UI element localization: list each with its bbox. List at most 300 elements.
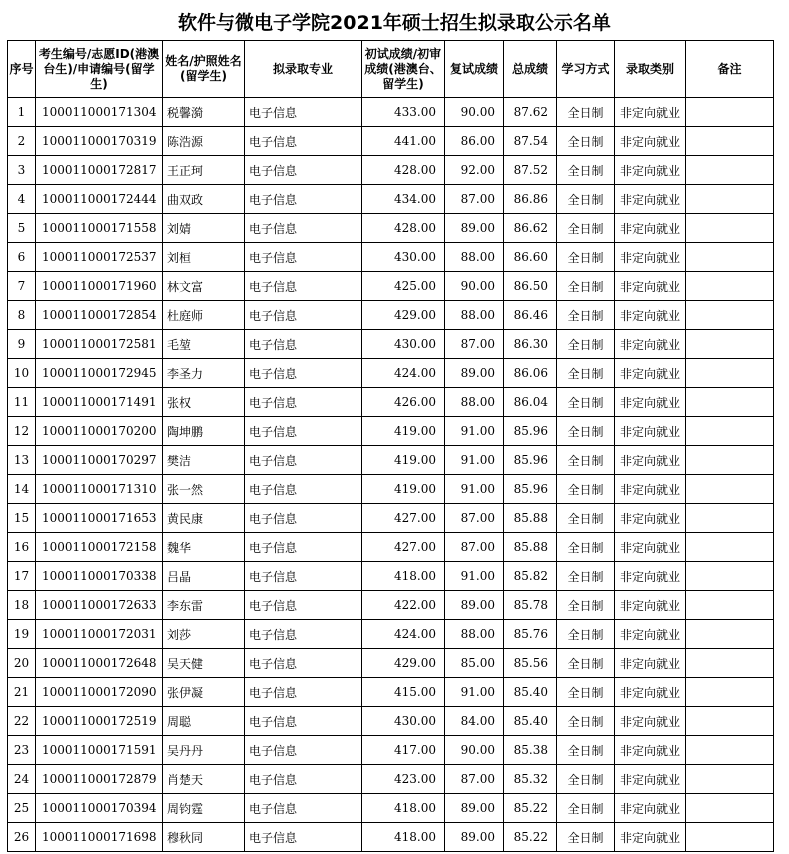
cell-total-score: 85.96 <box>504 446 557 475</box>
cell-remark <box>686 765 774 794</box>
cell-prelim-score: 424.00 <box>362 620 445 649</box>
cell-retest-score: 86.00 <box>445 127 504 156</box>
cell-retest-score: 91.00 <box>445 475 504 504</box>
cell-seq: 14 <box>8 475 36 504</box>
cell-major: 电子信息 <box>245 765 362 794</box>
cell-remark <box>686 98 774 127</box>
cell-total-score: 86.62 <box>504 214 557 243</box>
cell-remark <box>686 330 774 359</box>
cell-study-mode: 全日制 <box>557 707 615 736</box>
cell-candidate-id: 100011000171304 <box>36 98 163 127</box>
cell-retest-score: 87.00 <box>445 185 504 214</box>
table-row <box>8 707 774 736</box>
cell-study-mode: 全日制 <box>557 562 615 591</box>
cell-name: 穆秋同 <box>163 823 245 852</box>
header-study-mode: 学习方式 <box>557 41 615 98</box>
table-row <box>8 156 774 185</box>
cell-admission-category: 非定向就业 <box>615 823 686 852</box>
cell-prelim-score: 428.00 <box>362 156 445 185</box>
cell-name: 李圣力 <box>163 359 245 388</box>
cell-candidate-id: 100011000170394 <box>36 794 163 823</box>
table-row <box>8 272 774 301</box>
cell-admission-category: 非定向就业 <box>615 214 686 243</box>
document-title: 软件与微电子学院2021年硕士招生拟录取公示名单 <box>178 12 611 34</box>
cell-admission-category: 非定向就业 <box>615 707 686 736</box>
cell-admission-category: 非定向就业 <box>615 591 686 620</box>
cell-study-mode: 全日制 <box>557 475 615 504</box>
cell-retest-score: 91.00 <box>445 417 504 446</box>
header-prelim-score: 初试成绩/初审成绩(港澳台、留学生) <box>362 41 445 98</box>
header-total-score: 总成绩 <box>504 41 557 98</box>
cell-prelim-score: 415.00 <box>362 678 445 707</box>
cell-seq: 12 <box>8 417 36 446</box>
table-row <box>8 330 774 359</box>
cell-retest-score: 84.00 <box>445 707 504 736</box>
cell-total-score: 86.50 <box>504 272 557 301</box>
cell-major: 电子信息 <box>245 649 362 678</box>
cell-prelim-score: 418.00 <box>362 794 445 823</box>
cell-retest-score: 89.00 <box>445 214 504 243</box>
header-seq: 序号 <box>8 41 36 98</box>
cell-major: 电子信息 <box>245 620 362 649</box>
cell-remark <box>686 243 774 272</box>
cell-retest-score: 89.00 <box>445 794 504 823</box>
cell-total-score: 85.88 <box>504 504 557 533</box>
header-candidate-id: 考生编号/志愿ID(港澳台生)/申请编号(留学生) <box>36 41 163 98</box>
cell-retest-score: 88.00 <box>445 388 504 417</box>
cell-study-mode: 全日制 <box>557 765 615 794</box>
cell-seq: 5 <box>8 214 36 243</box>
cell-candidate-id: 100011000172537 <box>36 243 163 272</box>
table-body <box>8 98 774 852</box>
cell-admission-category: 非定向就业 <box>615 475 686 504</box>
cell-study-mode: 全日制 <box>557 620 615 649</box>
cell-name: 张权 <box>163 388 245 417</box>
cell-total-score: 85.76 <box>504 620 557 649</box>
cell-admission-category: 非定向就业 <box>615 127 686 156</box>
cell-retest-score: 90.00 <box>445 98 504 127</box>
table-row <box>8 823 774 852</box>
cell-candidate-id: 100011000172031 <box>36 620 163 649</box>
cell-admission-category: 非定向就业 <box>615 649 686 678</box>
cell-admission-category: 非定向就业 <box>615 533 686 562</box>
cell-remark <box>686 417 774 446</box>
cell-prelim-score: 429.00 <box>362 649 445 678</box>
cell-retest-score: 89.00 <box>445 591 504 620</box>
cell-remark <box>686 214 774 243</box>
cell-name: 吴天健 <box>163 649 245 678</box>
cell-seq: 19 <box>8 620 36 649</box>
cell-admission-category: 非定向就业 <box>615 272 686 301</box>
cell-seq: 23 <box>8 736 36 765</box>
cell-name: 张伊凝 <box>163 678 245 707</box>
cell-retest-score: 89.00 <box>445 823 504 852</box>
cell-admission-category: 非定向就业 <box>615 446 686 475</box>
table-row <box>8 765 774 794</box>
cell-prelim-score: 434.00 <box>362 185 445 214</box>
cell-prelim-score: 426.00 <box>362 388 445 417</box>
cell-admission-category: 非定向就业 <box>615 562 686 591</box>
cell-name: 李东雷 <box>163 591 245 620</box>
cell-total-score: 85.82 <box>504 562 557 591</box>
cell-name: 黄民康 <box>163 504 245 533</box>
cell-remark <box>686 533 774 562</box>
cell-major: 电子信息 <box>245 736 362 765</box>
cell-retest-score: 91.00 <box>445 562 504 591</box>
cell-study-mode: 全日制 <box>557 330 615 359</box>
cell-retest-score: 90.00 <box>445 736 504 765</box>
cell-retest-score: 88.00 <box>445 620 504 649</box>
cell-prelim-score: 429.00 <box>362 301 445 330</box>
cell-candidate-id: 100011000171491 <box>36 388 163 417</box>
cell-study-mode: 全日制 <box>557 127 615 156</box>
cell-remark <box>686 272 774 301</box>
cell-remark <box>686 388 774 417</box>
cell-candidate-id: 100011000171960 <box>36 272 163 301</box>
cell-admission-category: 非定向就业 <box>615 504 686 533</box>
cell-study-mode: 全日制 <box>557 98 615 127</box>
cell-study-mode: 全日制 <box>557 533 615 562</box>
cell-admission-category: 非定向就业 <box>615 388 686 417</box>
cell-prelim-score: 428.00 <box>362 214 445 243</box>
header-remark: 备注 <box>686 41 774 98</box>
cell-prelim-score: 430.00 <box>362 243 445 272</box>
cell-name: 周钧霆 <box>163 794 245 823</box>
cell-total-score: 85.22 <box>504 794 557 823</box>
cell-candidate-id: 100011000170319 <box>36 127 163 156</box>
cell-candidate-id: 100011000172519 <box>36 707 163 736</box>
cell-prelim-score: 427.00 <box>362 533 445 562</box>
header-major: 拟录取专业 <box>245 41 362 98</box>
cell-prelim-score: 417.00 <box>362 736 445 765</box>
cell-remark <box>686 736 774 765</box>
cell-retest-score: 88.00 <box>445 301 504 330</box>
cell-total-score: 86.86 <box>504 185 557 214</box>
cell-prelim-score: 424.00 <box>362 359 445 388</box>
cell-prelim-score: 419.00 <box>362 417 445 446</box>
cell-study-mode: 全日制 <box>557 591 615 620</box>
cell-total-score: 87.52 <box>504 156 557 185</box>
cell-prelim-score: 433.00 <box>362 98 445 127</box>
header-name: 姓名/护照姓名(留学生) <box>163 41 245 98</box>
cell-major: 电子信息 <box>245 156 362 185</box>
cell-major: 电子信息 <box>245 388 362 417</box>
cell-study-mode: 全日制 <box>557 301 615 330</box>
cell-study-mode: 全日制 <box>557 736 615 765</box>
cell-name: 刘莎 <box>163 620 245 649</box>
table-row <box>8 185 774 214</box>
table-row <box>8 243 774 272</box>
cell-candidate-id: 100011000172633 <box>36 591 163 620</box>
cell-candidate-id: 100011000172581 <box>36 330 163 359</box>
cell-candidate-id: 100011000172879 <box>36 765 163 794</box>
cell-retest-score: 87.00 <box>445 533 504 562</box>
table-row <box>8 736 774 765</box>
cell-major: 电子信息 <box>245 475 362 504</box>
cell-total-score: 85.22 <box>504 823 557 852</box>
table-row <box>8 533 774 562</box>
cell-name: 刘婧 <box>163 214 245 243</box>
cell-major: 电子信息 <box>245 330 362 359</box>
cell-study-mode: 全日制 <box>557 794 615 823</box>
cell-remark <box>686 185 774 214</box>
table-row <box>8 794 774 823</box>
cell-name: 吕晶 <box>163 562 245 591</box>
table-row <box>8 620 774 649</box>
cell-admission-category: 非定向就业 <box>615 417 686 446</box>
cell-total-score: 85.40 <box>504 678 557 707</box>
cell-total-score: 85.32 <box>504 765 557 794</box>
cell-name: 杜庭师 <box>163 301 245 330</box>
cell-total-score: 86.60 <box>504 243 557 272</box>
cell-retest-score: 91.00 <box>445 446 504 475</box>
cell-retest-score: 90.00 <box>445 272 504 301</box>
admission-table <box>7 40 774 852</box>
cell-name: 税馨漪 <box>163 98 245 127</box>
cell-seq: 3 <box>8 156 36 185</box>
cell-prelim-score: 423.00 <box>362 765 445 794</box>
cell-total-score: 85.78 <box>504 591 557 620</box>
cell-admission-category: 非定向就业 <box>615 301 686 330</box>
cell-admission-category: 非定向就业 <box>615 156 686 185</box>
cell-candidate-id: 100011000172817 <box>36 156 163 185</box>
cell-admission-category: 非定向就业 <box>615 98 686 127</box>
cell-major: 电子信息 <box>245 562 362 591</box>
cell-remark <box>686 678 774 707</box>
cell-name: 曲双政 <box>163 185 245 214</box>
cell-study-mode: 全日制 <box>557 678 615 707</box>
cell-total-score: 86.06 <box>504 359 557 388</box>
cell-major: 电子信息 <box>245 504 362 533</box>
table-row <box>8 591 774 620</box>
cell-prelim-score: 418.00 <box>362 823 445 852</box>
cell-seq: 24 <box>8 765 36 794</box>
cell-seq: 25 <box>8 794 36 823</box>
cell-total-score: 87.62 <box>504 98 557 127</box>
cell-study-mode: 全日制 <box>557 185 615 214</box>
cell-remark <box>686 562 774 591</box>
cell-name: 王正珂 <box>163 156 245 185</box>
cell-name: 陶坤鹏 <box>163 417 245 446</box>
cell-total-score: 85.96 <box>504 475 557 504</box>
cell-seq: 11 <box>8 388 36 417</box>
cell-admission-category: 非定向就业 <box>615 620 686 649</box>
cell-total-score: 85.38 <box>504 736 557 765</box>
cell-retest-score: 87.00 <box>445 765 504 794</box>
cell-retest-score: 91.00 <box>445 678 504 707</box>
cell-remark <box>686 446 774 475</box>
cell-remark <box>686 156 774 185</box>
table-row <box>8 417 774 446</box>
cell-admission-category: 非定向就业 <box>615 765 686 794</box>
cell-seq: 20 <box>8 649 36 678</box>
cell-seq: 17 <box>8 562 36 591</box>
cell-candidate-id: 100011000171310 <box>36 475 163 504</box>
cell-remark <box>686 794 774 823</box>
cell-study-mode: 全日制 <box>557 388 615 417</box>
cell-seq: 26 <box>8 823 36 852</box>
cell-study-mode: 全日制 <box>557 359 615 388</box>
cell-prelim-score: 422.00 <box>362 591 445 620</box>
cell-prelim-score: 419.00 <box>362 475 445 504</box>
cell-major: 电子信息 <box>245 823 362 852</box>
cell-admission-category: 非定向就业 <box>615 678 686 707</box>
cell-name: 刘桓 <box>163 243 245 272</box>
cell-major: 电子信息 <box>245 533 362 562</box>
cell-seq: 16 <box>8 533 36 562</box>
cell-seq: 13 <box>8 446 36 475</box>
cell-major: 电子信息 <box>245 185 362 214</box>
cell-retest-score: 92.00 <box>445 156 504 185</box>
cell-candidate-id: 100011000172158 <box>36 533 163 562</box>
cell-retest-score: 87.00 <box>445 504 504 533</box>
cell-seq: 6 <box>8 243 36 272</box>
cell-major: 电子信息 <box>245 417 362 446</box>
cell-remark <box>686 301 774 330</box>
cell-candidate-id: 100011000171591 <box>36 736 163 765</box>
table-header-row <box>8 41 774 98</box>
cell-candidate-id: 100011000172090 <box>36 678 163 707</box>
cell-name: 周聪 <box>163 707 245 736</box>
cell-seq: 1 <box>8 98 36 127</box>
cell-study-mode: 全日制 <box>557 214 615 243</box>
table-row <box>8 214 774 243</box>
cell-candidate-id: 100011000170200 <box>36 417 163 446</box>
cell-study-mode: 全日制 <box>557 446 615 475</box>
header-retest-score: 复试成绩 <box>445 41 504 98</box>
table-row <box>8 301 774 330</box>
cell-major: 电子信息 <box>245 301 362 330</box>
cell-remark <box>686 707 774 736</box>
cell-major: 电子信息 <box>245 214 362 243</box>
table-row <box>8 127 774 156</box>
table-row <box>8 562 774 591</box>
cell-retest-score: 89.00 <box>445 359 504 388</box>
table-row <box>8 446 774 475</box>
cell-admission-category: 非定向就业 <box>615 794 686 823</box>
cell-remark <box>686 504 774 533</box>
cell-seq: 22 <box>8 707 36 736</box>
cell-total-score: 85.88 <box>504 533 557 562</box>
cell-retest-score: 88.00 <box>445 243 504 272</box>
cell-major: 电子信息 <box>245 98 362 127</box>
table-row <box>8 98 774 127</box>
cell-candidate-id: 100011000170338 <box>36 562 163 591</box>
table-row <box>8 678 774 707</box>
cell-remark <box>686 823 774 852</box>
table-row <box>8 388 774 417</box>
cell-remark <box>686 475 774 504</box>
cell-candidate-id: 100011000171698 <box>36 823 163 852</box>
cell-major: 电子信息 <box>245 359 362 388</box>
cell-admission-category: 非定向就业 <box>615 185 686 214</box>
cell-seq: 21 <box>8 678 36 707</box>
cell-study-mode: 全日制 <box>557 243 615 272</box>
cell-major: 电子信息 <box>245 127 362 156</box>
cell-candidate-id: 100011000171558 <box>36 214 163 243</box>
cell-total-score: 85.40 <box>504 707 557 736</box>
cell-seq: 18 <box>8 591 36 620</box>
cell-name: 樊洁 <box>163 446 245 475</box>
cell-total-score: 85.56 <box>504 649 557 678</box>
cell-major: 电子信息 <box>245 272 362 301</box>
cell-admission-category: 非定向就业 <box>615 243 686 272</box>
cell-total-score: 86.46 <box>504 301 557 330</box>
cell-total-score: 86.30 <box>504 330 557 359</box>
cell-admission-category: 非定向就业 <box>615 736 686 765</box>
cell-retest-score: 87.00 <box>445 330 504 359</box>
cell-seq: 10 <box>8 359 36 388</box>
cell-study-mode: 全日制 <box>557 649 615 678</box>
cell-candidate-id: 100011000172648 <box>36 649 163 678</box>
cell-major: 电子信息 <box>245 678 362 707</box>
cell-name: 吴丹丹 <box>163 736 245 765</box>
cell-remark <box>686 649 774 678</box>
cell-seq: 8 <box>8 301 36 330</box>
cell-retest-score: 85.00 <box>445 649 504 678</box>
cell-major: 电子信息 <box>245 794 362 823</box>
cell-name: 林文富 <box>163 272 245 301</box>
cell-seq: 7 <box>8 272 36 301</box>
cell-prelim-score: 427.00 <box>362 504 445 533</box>
cell-total-score: 86.04 <box>504 388 557 417</box>
cell-major: 电子信息 <box>245 707 362 736</box>
cell-prelim-score: 425.00 <box>362 272 445 301</box>
cell-name: 张一然 <box>163 475 245 504</box>
cell-study-mode: 全日制 <box>557 823 615 852</box>
cell-name: 肖楚天 <box>163 765 245 794</box>
cell-candidate-id: 100011000170297 <box>36 446 163 475</box>
cell-study-mode: 全日制 <box>557 272 615 301</box>
cell-major: 电子信息 <box>245 591 362 620</box>
cell-admission-category: 非定向就业 <box>615 359 686 388</box>
cell-candidate-id: 100011000172854 <box>36 301 163 330</box>
cell-study-mode: 全日制 <box>557 417 615 446</box>
cell-study-mode: 全日制 <box>557 156 615 185</box>
cell-seq: 9 <box>8 330 36 359</box>
table-row <box>8 649 774 678</box>
cell-candidate-id: 100011000171653 <box>36 504 163 533</box>
cell-name: 魏华 <box>163 533 245 562</box>
cell-remark <box>686 127 774 156</box>
cell-name: 毛堃 <box>163 330 245 359</box>
table-row <box>8 504 774 533</box>
cell-major: 电子信息 <box>245 243 362 272</box>
cell-seq: 4 <box>8 185 36 214</box>
table-row <box>8 475 774 504</box>
cell-seq: 15 <box>8 504 36 533</box>
cell-remark <box>686 359 774 388</box>
cell-study-mode: 全日制 <box>557 504 615 533</box>
cell-prelim-score: 430.00 <box>362 330 445 359</box>
cell-prelim-score: 418.00 <box>362 562 445 591</box>
cell-total-score: 87.54 <box>504 127 557 156</box>
cell-admission-category: 非定向就业 <box>615 330 686 359</box>
cell-candidate-id: 100011000172945 <box>36 359 163 388</box>
cell-major: 电子信息 <box>245 446 362 475</box>
cell-total-score: 85.96 <box>504 417 557 446</box>
cell-seq: 2 <box>8 127 36 156</box>
table-row <box>8 359 774 388</box>
cell-remark <box>686 591 774 620</box>
cell-name: 陈浩源 <box>163 127 245 156</box>
header-admission-category: 录取类别 <box>615 41 686 98</box>
cell-prelim-score: 441.00 <box>362 127 445 156</box>
cell-remark <box>686 620 774 649</box>
cell-prelim-score: 430.00 <box>362 707 445 736</box>
cell-candidate-id: 100011000172444 <box>36 185 163 214</box>
cell-prelim-score: 419.00 <box>362 446 445 475</box>
